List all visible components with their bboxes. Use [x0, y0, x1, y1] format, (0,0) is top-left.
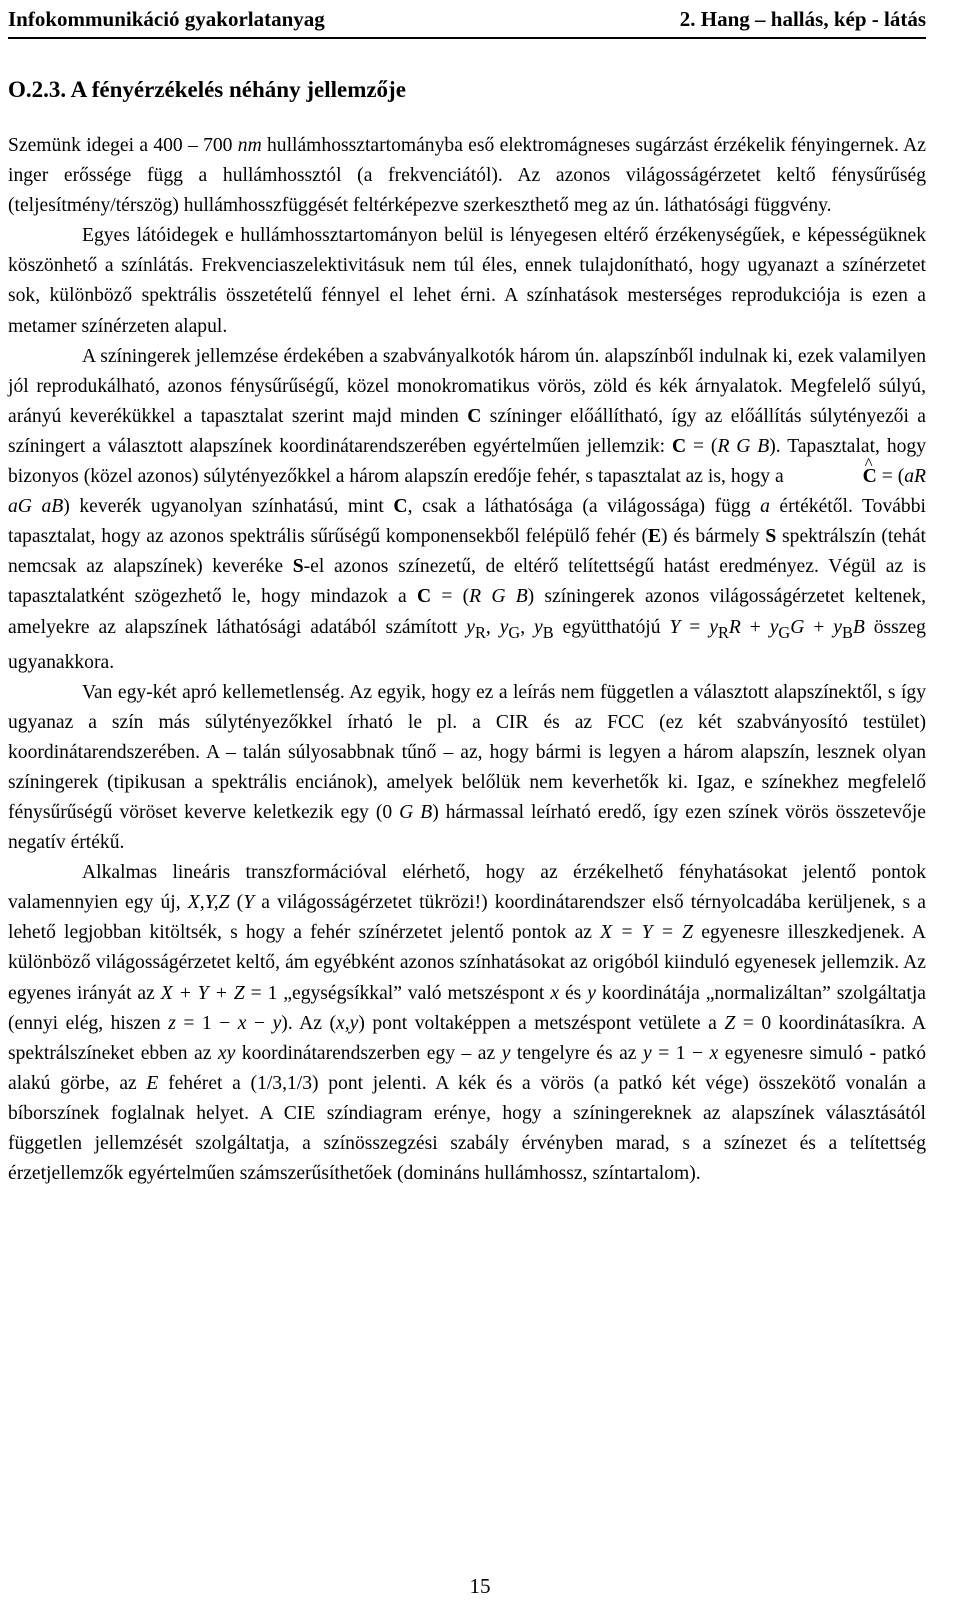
page-number: 15 — [469, 1574, 491, 1598]
header-right: 2. Hang – hallás, kép - látás — [679, 7, 926, 31]
running-header — [8, 4, 926, 34]
header-rule — [8, 37, 926, 39]
paragraph-4: Van egy-két apró kellemetlenség. Az egyik, hogy ez a leírás nem független a választott alapszínektől, s így ugyanaz a szín más súlytényezőkkel írható le pl. a CIR és az FCC (ez két szabványosító testület) koordinátarendszerében. A – talán súlyosabbnak tűnő – az, hogy bármi is legyen a három alapszín, lesznek olyan színingerek (tipikusan a spektrális enciánok), amelyek belőlük nem keverhetők ki. Igaz, e színekhez megfelelő fénysűrűségű vöröset keverve keletkezik egy (0 G B) hármassal leírható eredő, így ezen színek vörös összetevője negatív értékű. — [8, 681, 926, 854]
c-hat-symbol: ^ C — [789, 462, 877, 492]
body-text — [8, 131, 926, 1189]
paragraph-1: Szemünk idegei a 400 – 700 nm hullámhossztartományba eső elektromágneses sugárzást érzékelik fényingernek. Az inger erőssége függ a hullámhossztól (a frekvenciától). Az azonos világosságérzetet keltő fénysűrűség (teljesítmény/térszög) hullámhosszfüggését feltérképezve szerkeszthető meg az ún. láthatósági függvény. — [8, 135, 926, 217]
paragraph-5: Alkalmas lineáris transzformációval elérhető, hogy az érzékelhető fényhatásokat jelentő pontok valamennyien egy új, X,Y,Z (Y a világosságérzetet tükrözi!) koordinátarendszer első térnyolcadába kerüljenek, s a lehető legjobban kitöltsék, s hogy a fehér színérzetet jelentő pontok az X = Y = Z egyenesre illeszkedjenek. A különböző világosságérzetet keltő, ám egyébként azonos színhatásokat az origóból kiinduló egyenesek jellemzik. Az egyenes irányát az X + Y + Z = 1 „egységsíkkal” való metszéspont x és y koordinátája „normalizáltan” szolgáltatja (ennyi elég, hiszen z = 1 − x − y). Az (x,y) pont voltaképpen a metszéspont vetülete a Z = 0 koordinátasíkra. A spektrálszíneket ebben az xy koordinátarendszerben egy – az y tengelyre és az y = 1 − x egyenesre simuló - patkó alakú görbe, az E fehéret a (1/3,1/3) pont jelenti. A kék és a vörös (a patkó két vége) összekötő vonalán a bíborszínek foglalnak helyet. A CIE színdiagram erénye, hogy a színingereknek az alapszínek választásától független jellemzését szolgáltatja, a színösszegzési szabály érvényben marad, s a színezet és a telítettség érzetjellemzők egyértelműen számszerűsíthetőek (domináns hullámhossz, színtartalom). — [8, 862, 927, 1185]
section-title: O.2.3. A fényérzékelés néhány jellemzője — [8, 77, 406, 102]
header-left: Infokommunikáció gyakorlatanyag — [8, 7, 325, 31]
paragraph-3: A színingerek jellemzése érdekében a szabványalkotók három ún. alapszínből indulnak ki, ezek valamilyen jól reprodukálható, azonos fénysűrűségű, közel monokromatikus vörös, zöld és kék árnyalatok. Megfelelő súlyú, arányú keverékükkel a tapasztalat szerint majd minden C színinger előállítható, így az előállítás súlytényezői a színingert a választott alapszínek koordinátarendszerében egyértelműen jellemzik: C = (R G B). Tapasztalat, hogy bizonyos (közel azonos) súlytényezőkkel a három alapszín eredője fehér, s tapasztalat az is, hogy a ^ C = (aR aG aB) keverék ugyanolyan színhatású, mint C, csak a láthatósága (a világossága) függ a értékétől. További tapasztalat, hogy az azonos spektrális sűrűségű komponensekből felépülő fehér (E) és bármely S spektrálszín (tehát nemcsak az alapszínek) keveréke S-el azonos színezetű, de eltérő telítettségű hatást eredményez. Végül az is tapasztalatként szögezhető le, hogy mindazok a C = (R G B) színingerek azonos világosságérzetet keltenek, amelyekre az alapszínek láthatósági adatából számított $y_R$, $y_G$, $y_B$ együtthatójú $Y = y_RR + y_GG + y_BB$ összeg ugyanakkora. — [8, 342, 926, 678]
paragraph-2: Egyes látóidegek e hullámhossztartományon belül is lényegesen eltérő érzékenységűek, e képességüknek köszönhető a színlátás. Frekvenciaszelektivitásuk nem túl éles, ennek tulajdonítható, hogy ugyanazt a színérzetet sok, különböző spektrális összetételű fénnyel el lehet érni. A színhatások mesterséges reprodukciója is ezen a metamer színérzeten alapul. — [8, 225, 926, 337]
